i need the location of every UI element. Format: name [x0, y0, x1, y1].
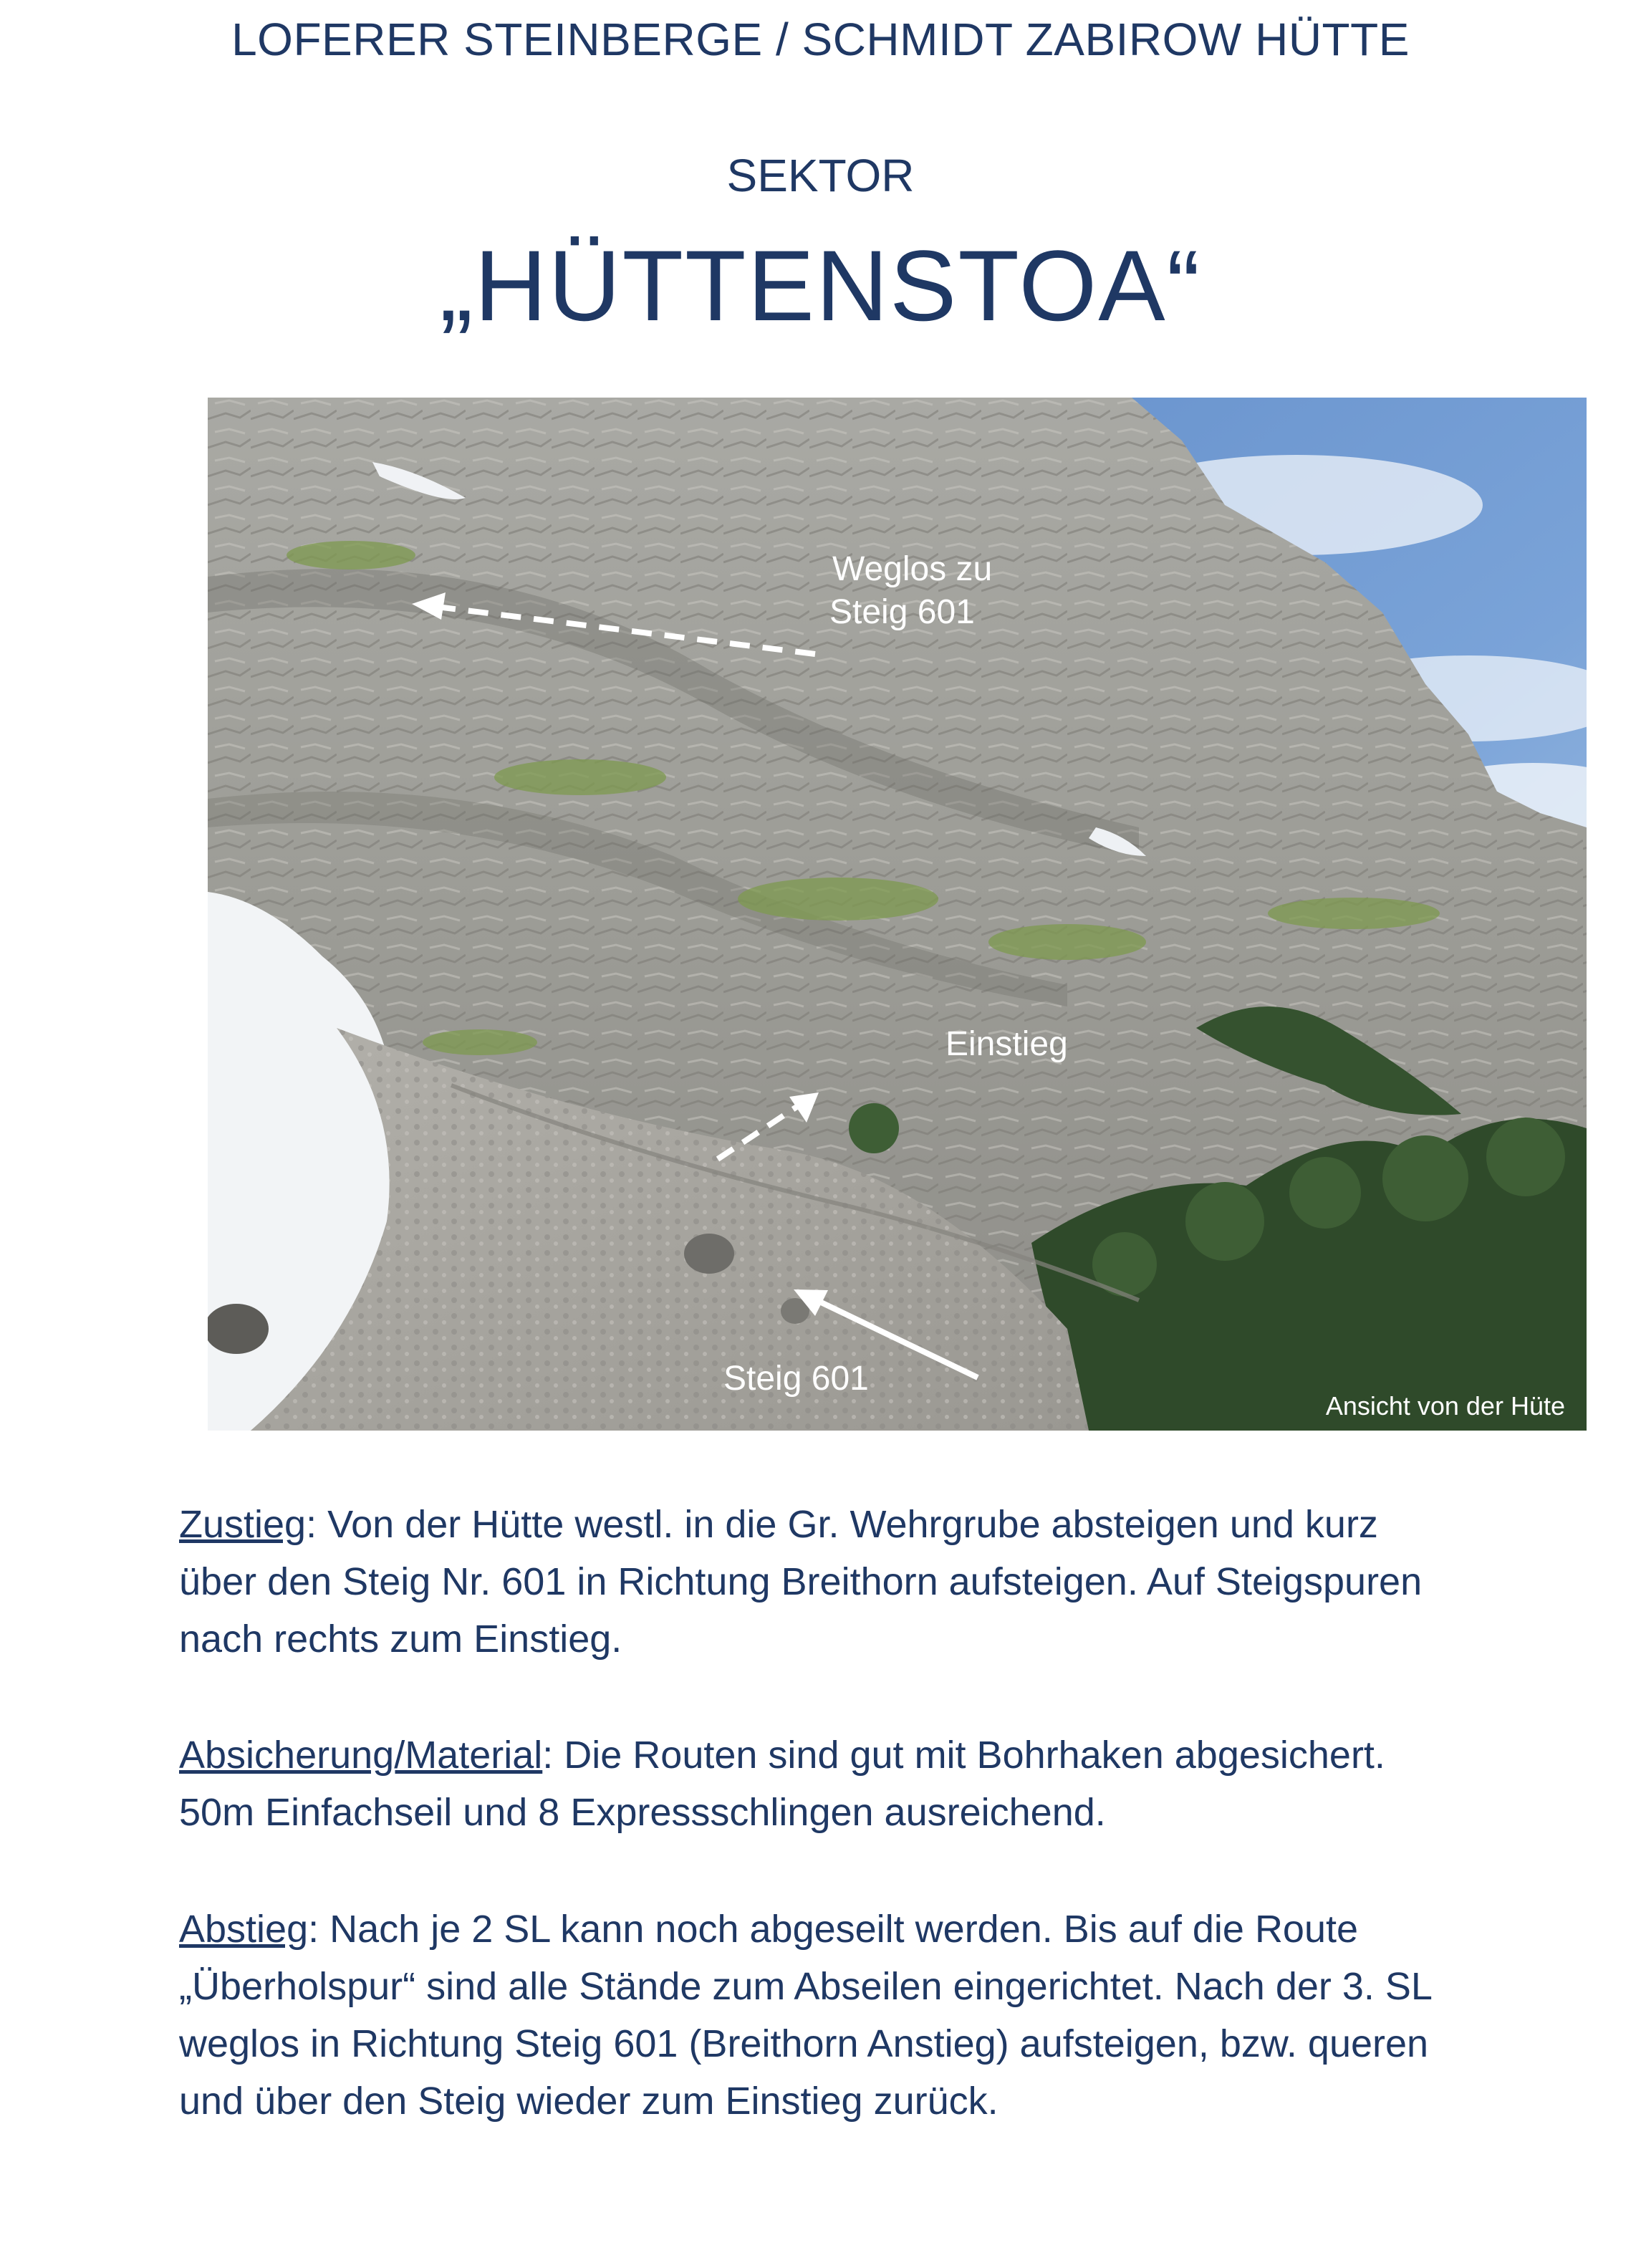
topo-photo — [208, 398, 1587, 1431]
label-weglos-line2: Steig 601 — [829, 593, 975, 631]
label-weglos-line1: Weglos zu — [832, 550, 993, 588]
document-title: LOFERER STEINBERGE / SCHMIDT ZABIROW HÜTTE — [231, 14, 1410, 65]
absicherung-paragraph — [179, 1726, 1583, 1841]
label-steig: Steig 601 — [723, 1360, 869, 1398]
photo-caption: Ansicht von der Hüte — [1325, 1391, 1565, 1421]
zustieg-paragraph — [179, 1496, 1583, 1668]
abstieg-line3: weglos in Richtung Steig 601 (Breithorn Anstieg) aufsteigen, bzw. queren — [179, 2022, 1429, 2065]
absicherung-line1: : Die Routen sind gut mit Bohrhaken abgesichert. — [542, 1734, 1385, 1777]
label-einstieg: Einstieg — [945, 1025, 1068, 1063]
abstieg-term: Abstieg — [179, 1908, 309, 1951]
zustieg-line1: : Von der Hütte westl. in die Gr. Wehrgrube absteigen und kurz — [306, 1503, 1378, 1546]
sector-name: „HÜTTENSTOA“ — [439, 229, 1202, 342]
sector-label: SEKTOR — [726, 150, 915, 201]
topo-photo-illustration — [208, 398, 1587, 1431]
absicherung-term: Absicherung/Material — [179, 1734, 543, 1777]
abstieg-line4: und über den Steig wieder zum Einstieg zurück. — [179, 2080, 998, 2123]
abstieg-paragraph — [179, 1901, 1583, 2130]
zustieg-line3: nach rechts zum Einstieg. — [179, 1618, 622, 1661]
abstieg-line2: „Überholspur“ sind alle Stände zum Abseilen eingerichtet. Nach der 3. SL — [179, 1965, 1433, 2008]
absicherung-line2: 50m Einfachseil und 8 Expressschlingen ausreichend. — [179, 1791, 1106, 1834]
zustieg-line2: über den Steig Nr. 601 in Richtung Breithorn aufsteigen. Auf Steigspuren — [179, 1560, 1423, 1603]
abstieg-line1: : Nach je 2 SL kann noch abgeseilt werden. Bis auf die Route — [308, 1908, 1359, 1951]
zustieg-term: Zustieg — [179, 1503, 307, 1546]
